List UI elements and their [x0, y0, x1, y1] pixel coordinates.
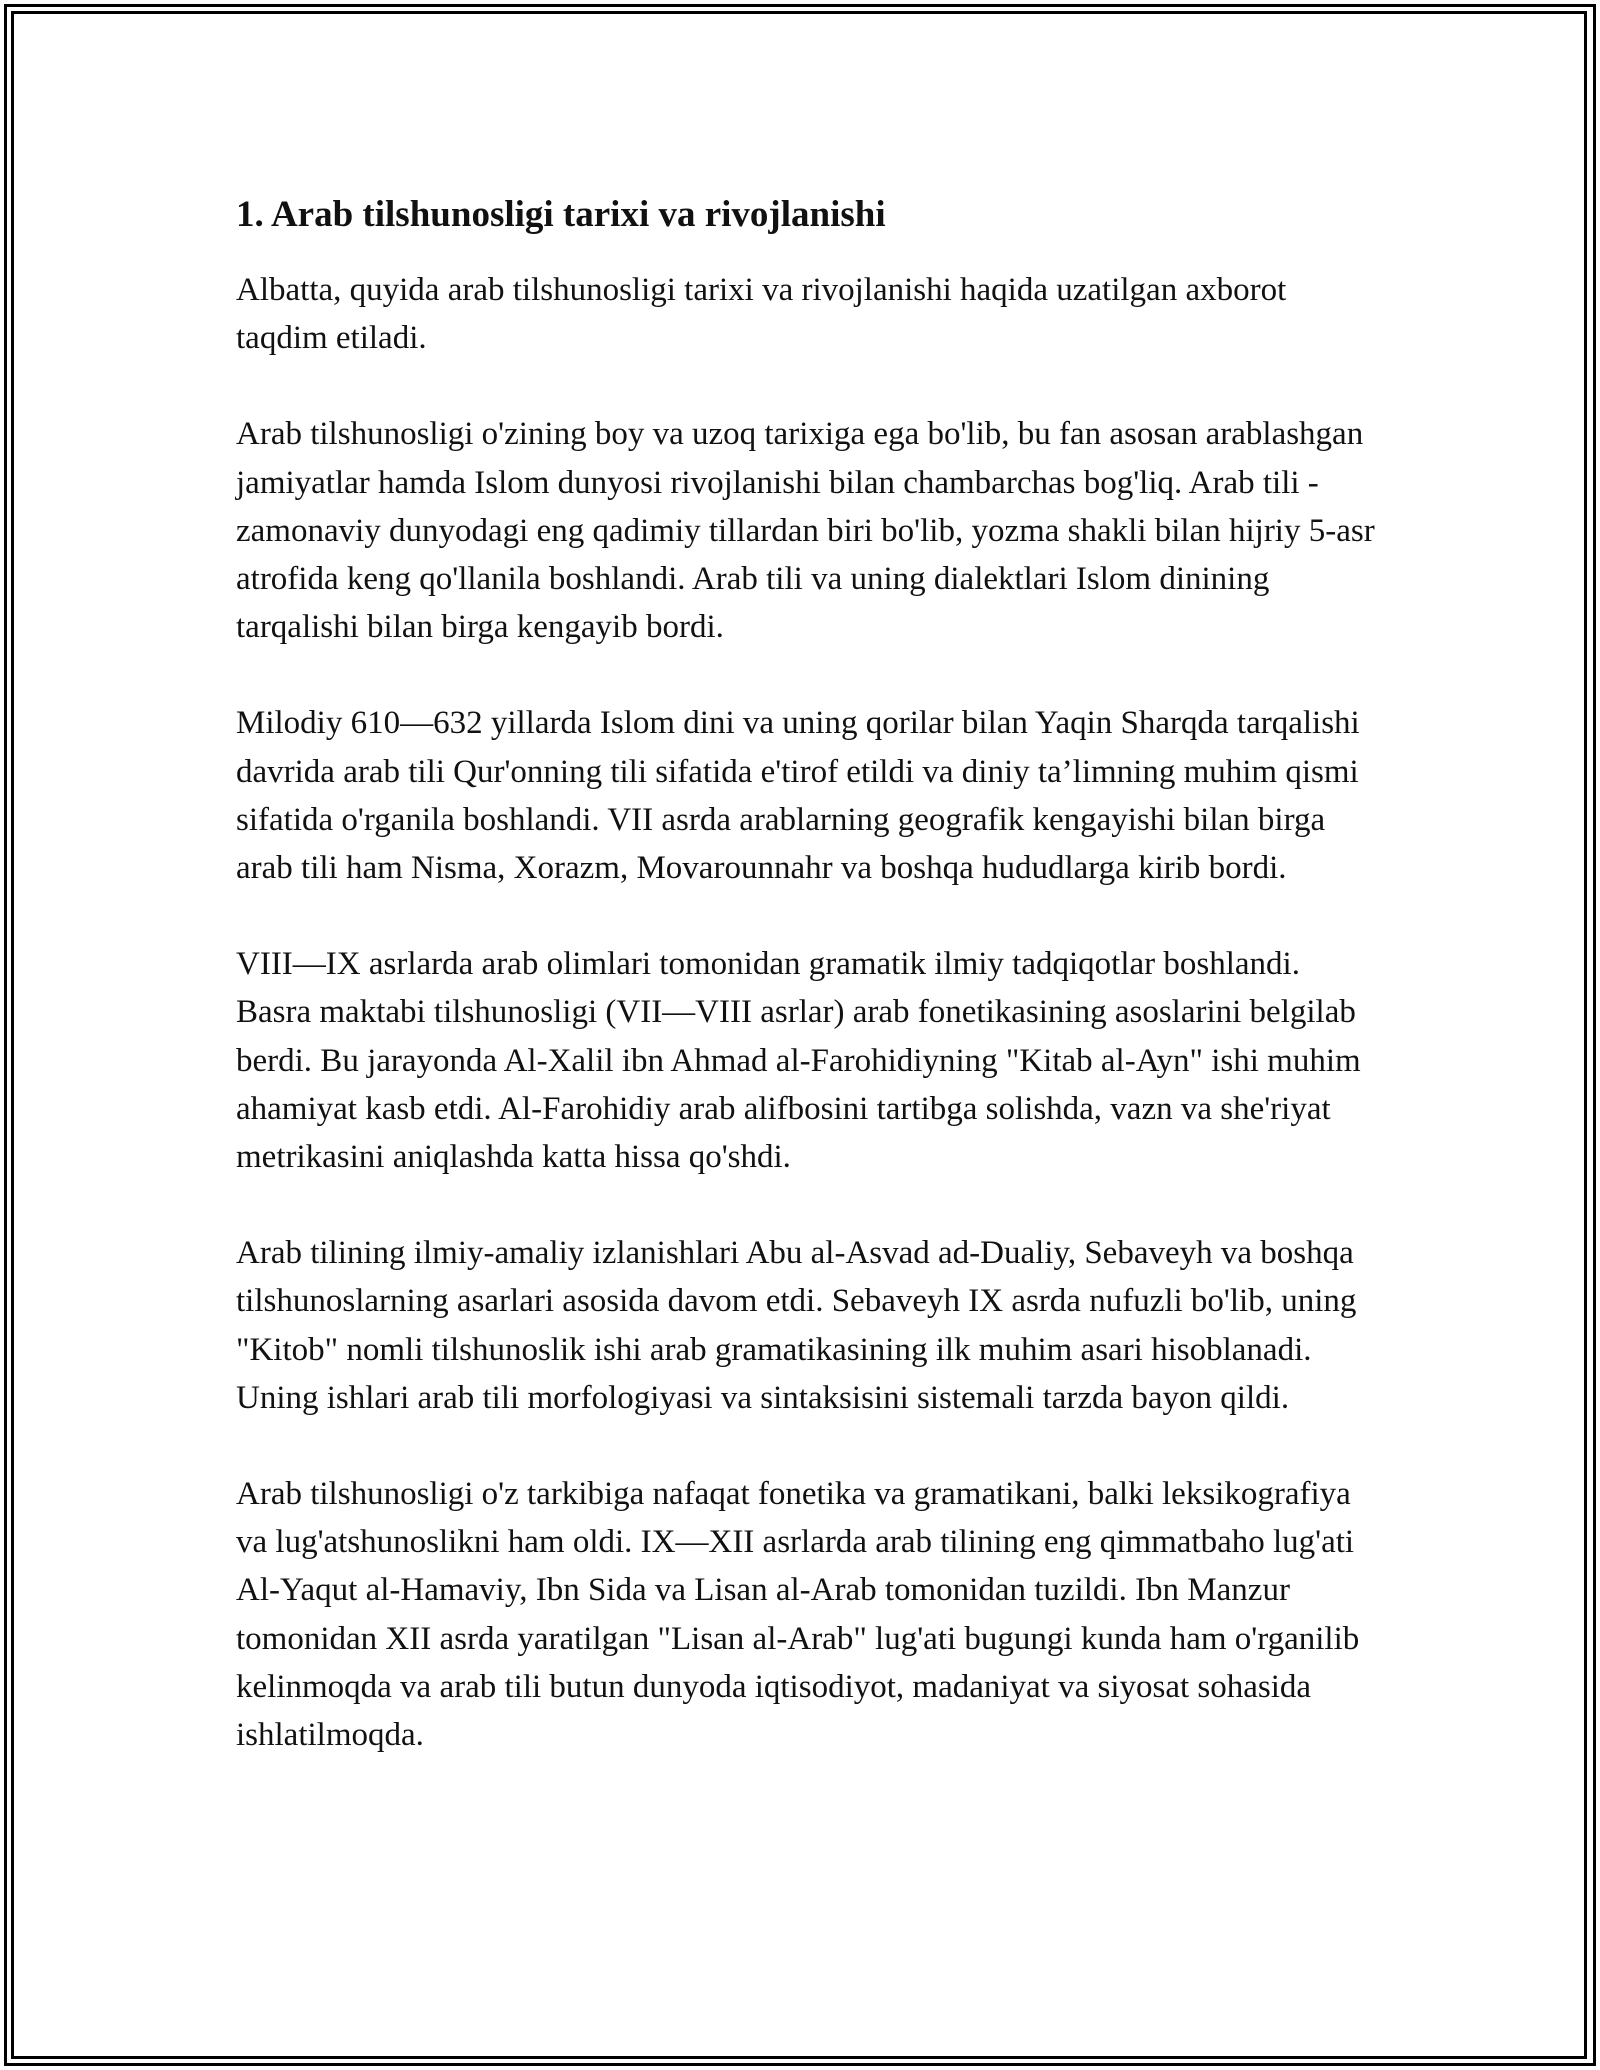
- document-body: [236, 190, 1376, 1807]
- paragraph-islam-spread: Milodiy 610—632 yillarda Islom dini va uning qorilar bilan Yaqin Sharqda tarqalishi davrida arab tili Qur'onning tili sifatida e'tirof etildi va diniy ta’limning muhim qismi sifatida o'rganila boshlandi. VII asrda arablarning geografik kengayishi bilan birga arab tili ham Nisma, Xorazm, Movarounnahr va boshqa hududlarga kirib bordi.: [236, 705, 1360, 887]
- paragraph-lexicography: Arab tilshunosligi o'z tarkibiga nafaqat fonetika va gramatikani, balki leksikografiya va lug'atshunoslikni ham oldi. IX—XII asrlarda arab tilining eng qimmatbaho lug'ati Al-Yaqut al-Hamaviy, Ibn Sida va Lisan al-Arab tomonidan tuzildi. Ibn Manzur tomonidan XII asrda yaratilgan "Lisan al-Arab" lug'ati bugungi kunda ham o'rganilib kelinmoqda va arab tili butun dunyoda iqtisodiyot, madaniyat va siyosat sohasida ishlatilmoqda.: [236, 1476, 1360, 1754]
- paragraph-intro: Albatta, quyida arab tilshunosligi tarixi va rivojlanishi haqida uzatilgan axborot taqdim etiladi.: [236, 272, 1287, 357]
- paragraph-sebaveyh: Arab tilining ilmiy-amaliy izlanishlari Abu al-Asvad ad-Dualiy, Sebaveyh va boshqa tilshunoslarning asarlari asosida davom etdi. Sebaveyh IX asrda nufuzli bo'lib, uning "Kitob" nomli tilshunoslik ishi arab gramatikasining ilk muhim asari hisoblanadi. Uning ishlari arab tili morfologiyasi va sintaksisini sistemali tarzda bayon qildi.: [236, 1235, 1357, 1416]
- section-heading: 1. Arab tilshunosligi tarixi va rivojlanishi: [236, 194, 886, 235]
- paragraph-basra-school: VIII—IX asrlarda arab olimlari tomonidan gramatik ilmiy tadqiqotlar boshlandi. Basra maktabi tilshunosligi (VII—VIII asrlar) arab fonetikasining asoslarini belgilab berdi. Bu jarayonda Al-Xalil ibn Ahmad al-Farohidiyning "Kitab al-Ayn" ishi muhim ahamiyat kasb etdi. Al-Farohidiy arab alifbosini tartibga solishda, vazn va she'riyat metrikasini aniqlashda katta hissa qo'shdi.: [236, 946, 1361, 1176]
- paragraph-origins: Arab tilshunosligi o'zining boy va uzoq tarixiga ega bo'lib, bu fan asosan arablashgan jamiyatlar hamda Islom dunyosi rivojlanishi bilan chambarchas bog'liq. Arab tili - zamonaviy dunyodagi eng qadimiy tillardan biri bo'lib, yozma shakli bilan hijriy 5-asr atrofida keng qo'llanila boshlandi. Arab tili va uning dialektlari Islom dinining tarqalishi bilan birga kengayib bordi.: [236, 416, 1375, 646]
